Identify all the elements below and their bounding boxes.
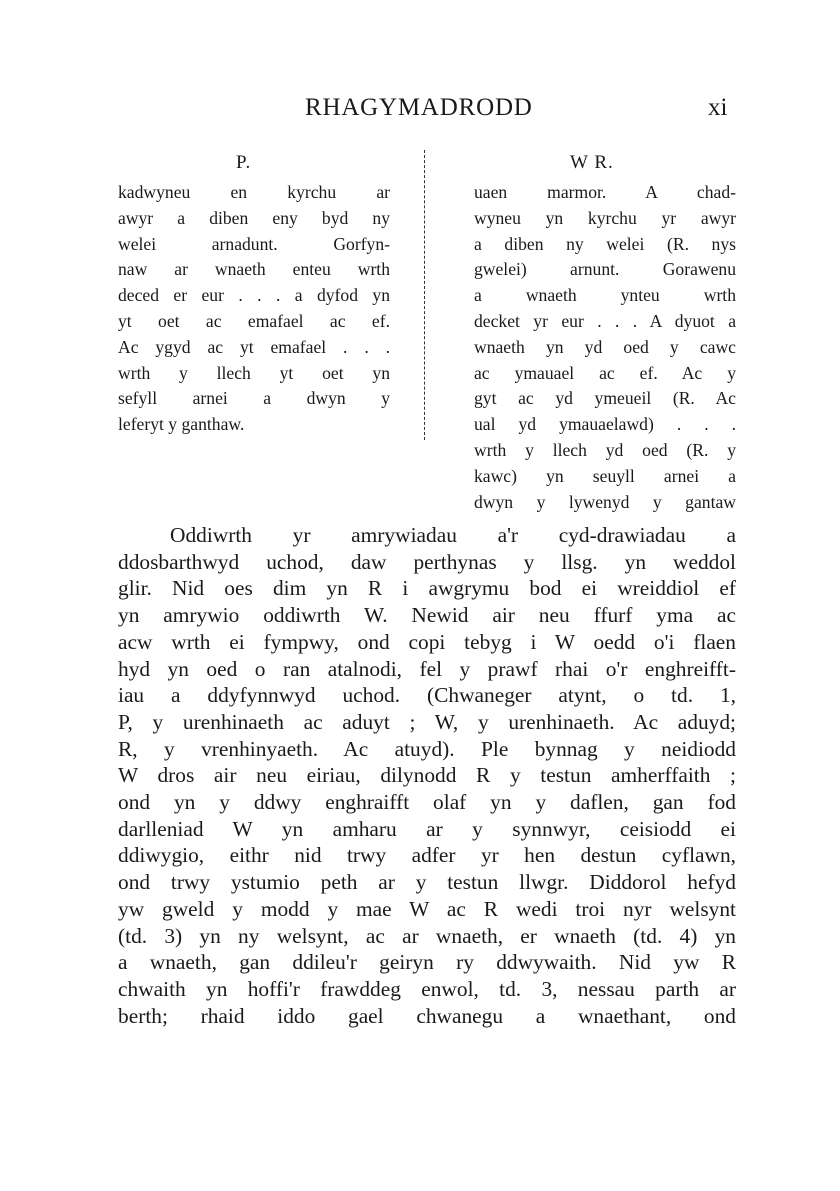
text-line: yn amrywio oddiwrth W. Newid air neu ffurf yma ac xyxy=(118,603,736,628)
text-line: yt oet ac emafael ac ef. xyxy=(118,310,390,331)
text-line: glir. Nid oes dim yn R i awgrymu bod ei wreiddiol ef xyxy=(118,576,736,601)
text-line: ac ymauael ac ef. Ac y xyxy=(474,362,736,383)
text-line: ond yn y ddwy enghraifft olaf yn y daflen, gan fod xyxy=(118,790,736,815)
text-line: kawc) yn seuyll arnei a xyxy=(474,465,736,486)
text-line: gyt ac yd ymeueil (R. Ac xyxy=(474,388,736,409)
text-line: wrth y llech yd oed (R. y xyxy=(474,439,736,460)
text-line: deced er eur . . . a dyfod yn xyxy=(118,285,390,306)
text-line: P, y urenhinaeth ac aduyt ; W, y urenhinaeth. Ac aduyd; xyxy=(118,709,736,734)
text-line: ond trwy ystumio peth ar y testun llwgr. Diddorol hefyd xyxy=(118,870,736,895)
text-line: W dros air neu eiriau, dilynodd R y testun amherffaith ; xyxy=(118,763,736,788)
text-line: R, y vrenhinyaeth. Ac atuyd). Ple bynnag y neidiodd xyxy=(118,736,736,761)
text-line: ddiwygio, eithr nid trwy adfer yr hen destun cyflawn, xyxy=(118,843,736,868)
text-line: hyd yn oed o ran atalnodi, fel y prawf rhai o'r enghreifft- xyxy=(118,656,736,681)
body-paragraph xyxy=(118,522,736,1029)
left-column xyxy=(118,180,390,438)
text-line: ddosbarthwyd uchod, daw perthynas y llsg. yn weddol xyxy=(118,549,736,574)
text-line: decket yr eur . . . A dyuot a xyxy=(474,310,736,331)
text-line: Oddiwrth yr amrywiadau a'r cyd-drawiadau a xyxy=(170,523,736,547)
text-line: awyr a diben eny byd ny xyxy=(118,207,390,228)
right-column-heading: W R. xyxy=(570,152,614,173)
text-line: berth; rhaid iddo gael chwanegu a wnaethant, ond xyxy=(118,1003,736,1028)
text-line: iau a ddyfynnwyd uchod. (Chwaneger atynt, o td. 1, xyxy=(118,683,736,708)
text-line: chwaith yn hoffi'r frawddeg enwol, td. 3, nessau parth ar xyxy=(118,976,736,1001)
text-line: a wnaeth ynteu wrth xyxy=(474,285,736,306)
text-line: Ac ygyd ac yt emafael . . . xyxy=(118,336,390,357)
text-line: sefyll arnei a dwyn y xyxy=(118,388,390,409)
text-line: wyneu yn kyrchu yr awyr xyxy=(474,207,736,228)
text-line: ual yd ymauaelawd) . . . xyxy=(474,414,736,435)
text-line: kadwyneu en kyrchu ar xyxy=(118,182,390,202)
left-column-heading: P. xyxy=(236,152,252,173)
page-number: xi xyxy=(708,94,728,121)
text-line: wnaeth yn yd oed y cawc xyxy=(474,336,736,357)
text-line: a diben ny welei (R. nys xyxy=(474,233,736,254)
text-line: a wnaeth, gan ddileu'r geiryn ry ddwywaith. Nid yw R xyxy=(118,950,736,975)
text-line: yw gweld y modd y mae W ac R wedi troi nyr welsynt xyxy=(118,896,736,921)
running-head xyxy=(0,94,840,126)
right-column xyxy=(474,180,736,515)
column-divider xyxy=(424,150,425,440)
text-line: (td. 3) yn ny welsynt, ac ar wnaeth, er wnaeth (td. 4) yn xyxy=(118,923,736,948)
text-line: welei arnadunt. Gorfyn- xyxy=(118,233,390,254)
text-line: uaen marmor. A chad- xyxy=(474,182,736,202)
text-line: naw ar wnaeth enteu wrth xyxy=(118,259,390,280)
text-line: dwyn y lywenyd y gantaw xyxy=(474,491,736,512)
text-line: leferyt y ganthaw. xyxy=(118,414,245,435)
text-line: wrth y llech yt oet yn xyxy=(118,362,390,383)
text-line: darlleniad W yn amharu ar y synnwyr, ceisiodd ei xyxy=(118,816,736,841)
running-title: RHAGYMADRODD xyxy=(305,94,533,121)
text-line: acw wrth ei fympwy, ond copi tebyg i W oedd o'i flaen xyxy=(118,629,736,654)
text-line: gwelei) arnunt. Gorawenu xyxy=(474,259,736,280)
